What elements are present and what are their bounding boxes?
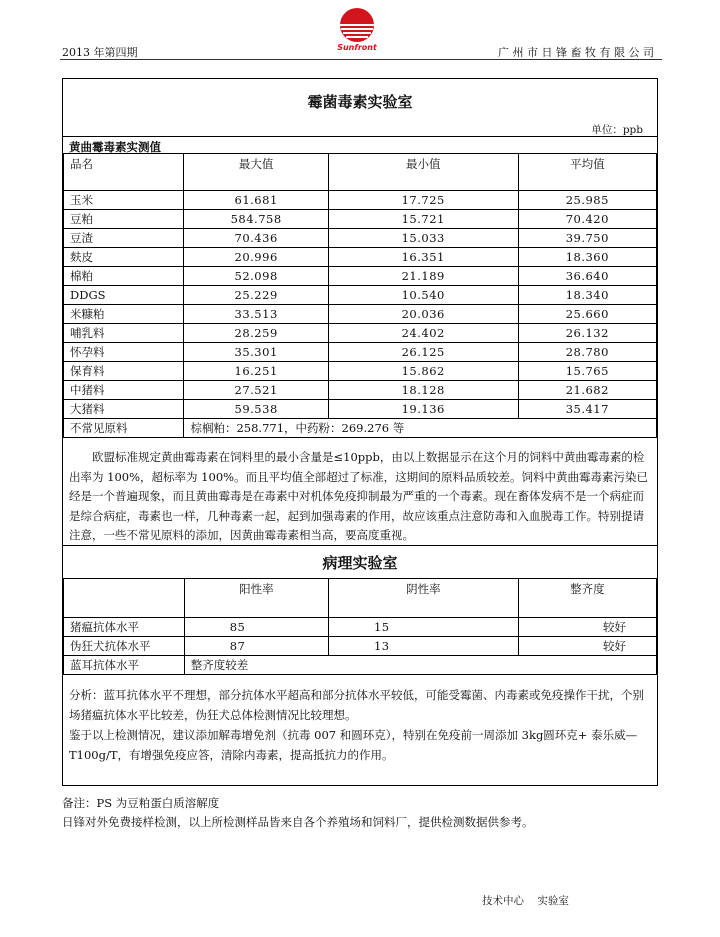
material-name: 豆渣 [64, 229, 184, 248]
material-name: 豆粕 [64, 210, 184, 229]
pathology-table [63, 578, 657, 675]
avg-value: 25.660 [518, 305, 656, 324]
material-name: 保育料 [64, 362, 184, 381]
max-value: 59.538 [184, 400, 328, 419]
col-avg-header: 平均值 [518, 154, 656, 191]
blue-ear-label: 蓝耳抗体水平 [64, 656, 185, 675]
company-name: 广 州 市 日 锋 畜 牧 有 限 公 司 [498, 46, 654, 59]
col-name-header: 品名 [64, 154, 184, 191]
avg-value: 18.360 [518, 248, 656, 267]
uniformity: 较好 [518, 637, 656, 656]
sun-logo-icon [337, 6, 377, 44]
rare-materials-value: 棕榈粕：258.771，中药粉：269.276 等 [184, 419, 657, 438]
max-value: 33.513 [184, 305, 328, 324]
uniformity: 较好 [518, 618, 656, 637]
rare-materials-row [64, 419, 657, 438]
max-value: 584.758 [184, 210, 328, 229]
material-name: DDGS [64, 286, 184, 305]
antibody-name: 猪瘟抗体水平 [64, 618, 185, 637]
table-row [64, 286, 657, 305]
table-row [64, 381, 657, 400]
material-name: 中猪料 [64, 381, 184, 400]
avg-value: 18.340 [518, 286, 656, 305]
material-name: 大猪料 [64, 400, 184, 419]
service-note: 日锋对外免费接样检测，以上所检测样品皆来自各个养殖场和饲料厂，提供检测数据供参考。 [62, 815, 534, 829]
rare-materials-label: 不常见原料 [64, 419, 184, 438]
remark-note: 备注：PS 为豆粕蛋白质溶解度 [62, 796, 220, 810]
mycotoxin-analysis: 欧盟标准规定黄曲霉毒素在饲料里的最小含量是≤10ppb，由以上数据显示在这个月的饲料中黄曲霉毒素的检出率为 100%，超标率为 100%。而且平均值全部超过了标准，这期间的原料品质较差。饲料中黄曲霉毒素污染已经是一个普遍现象，而且黄曲霉毒是在毒素中对机体免疫抑制最为严重的一个毒素。现在畜体发病不是一个病症而是综合病症，毒素也一样，几种毒素一起，起到加强毒素的作用，故应该重点注意防毒和入血脱毒工作。特别提请注意，一些不常见原料的添加，因黄曲霉毒素相当高，要高度重视。 [69, 450, 649, 542]
table-row [64, 229, 657, 248]
max-value: 70.436 [184, 229, 328, 248]
blue-ear-row [64, 656, 657, 675]
issue-label: 2013 年第四期 [62, 46, 138, 59]
signature: 技术中心 实验室 [482, 895, 569, 907]
negative-rate: 15 [328, 618, 518, 637]
avg-value: 36.640 [518, 267, 656, 286]
table-row [64, 191, 657, 210]
table-header-row [64, 154, 657, 191]
table-row [64, 618, 657, 637]
avg-value: 35.417 [518, 400, 656, 419]
min-value: 20.036 [328, 305, 518, 324]
pathology-analysis: 分析：蓝耳抗体水平不理想，部分抗体水平超高和部分抗体水平较低，可能受霉菌、内毒素或免疫操作干扰，个别场猪瘟抗体水平比较差，伪狂犬总体检测情况比较理想。 [69, 688, 644, 722]
pathology-recommendation: 鉴于以上检测情况，建议添加解毒增免剂（抗毒 007 和圆环克），特别在免疫前一周添加 3kg圆环克+ 泰乐威—T100g/T，有增强免疫应答，清除内毒素，提高抵抗力的作用。 [69, 728, 638, 762]
max-value: 52.098 [184, 267, 328, 286]
max-value: 25.229 [184, 286, 328, 305]
mycotoxin-title: 霉菌毒素实验室 [307, 93, 413, 111]
material-name: 米糠粕 [64, 305, 184, 324]
min-value: 10.540 [328, 286, 518, 305]
material-name: 怀孕料 [64, 343, 184, 362]
col-min-header: 最小值 [328, 154, 518, 191]
blue-ear-value: 整齐度较差 [184, 656, 656, 675]
table-row [64, 305, 657, 324]
min-value: 24.402 [328, 324, 518, 343]
col-max-header: 最大值 [184, 154, 328, 191]
table-row [64, 343, 657, 362]
report-frame [62, 78, 658, 786]
avg-value: 21.682 [518, 381, 656, 400]
max-value: 27.521 [184, 381, 328, 400]
avg-value: 28.780 [518, 343, 656, 362]
max-value: 35.301 [184, 343, 328, 362]
divider [63, 545, 657, 546]
table-row [64, 324, 657, 343]
antibody-name: 伪狂犬抗体水平 [64, 637, 185, 656]
aflatoxin-table [63, 153, 657, 438]
pathology-title: 病理实验室 [322, 554, 398, 572]
min-value: 18.128 [328, 381, 518, 400]
negative-rate: 13 [328, 637, 518, 656]
table-row [64, 400, 657, 419]
max-value: 61.681 [184, 191, 328, 210]
table-row [64, 362, 657, 381]
positive-rate-header: 阳性率 [184, 579, 328, 618]
material-name: 玉米 [64, 191, 184, 210]
material-name: 棉粕 [64, 267, 184, 286]
table-row [64, 267, 657, 286]
pathology-corner-cell [64, 579, 185, 618]
uniformity-header: 整齐度 [518, 579, 656, 618]
aflatoxin-subtitle: 黄曲霉毒素实测值 [69, 140, 161, 154]
divider [63, 136, 657, 137]
sunfront-logo [322, 2, 392, 60]
table-row [64, 210, 657, 229]
table-row [64, 637, 657, 656]
material-name: 麸皮 [64, 248, 184, 267]
material-name: 哺乳料 [64, 324, 184, 343]
logo-text: Sunfront [337, 43, 377, 52]
min-value: 15.721 [328, 210, 518, 229]
max-value: 28.259 [184, 324, 328, 343]
min-value: 19.136 [328, 400, 518, 419]
avg-value: 70.420 [518, 210, 656, 229]
negative-rate-header: 阴性率 [328, 579, 518, 618]
unit-label: 单位：ppb [591, 124, 643, 136]
max-value: 16.251 [184, 362, 328, 381]
min-value: 21.189 [328, 267, 518, 286]
avg-value: 39.750 [518, 229, 656, 248]
avg-value: 26.132 [518, 324, 656, 343]
min-value: 16.351 [328, 248, 518, 267]
avg-value: 15.765 [518, 362, 656, 381]
table-row [64, 248, 657, 267]
positive-rate: 85 [184, 618, 328, 637]
avg-value: 25.985 [518, 191, 656, 210]
min-value: 15.862 [328, 362, 518, 381]
max-value: 20.996 [184, 248, 328, 267]
header-divider [60, 59, 662, 60]
pathology-header-row [64, 579, 657, 618]
min-value: 15.033 [328, 229, 518, 248]
positive-rate: 87 [184, 637, 328, 656]
min-value: 17.725 [328, 191, 518, 210]
min-value: 26.125 [328, 343, 518, 362]
